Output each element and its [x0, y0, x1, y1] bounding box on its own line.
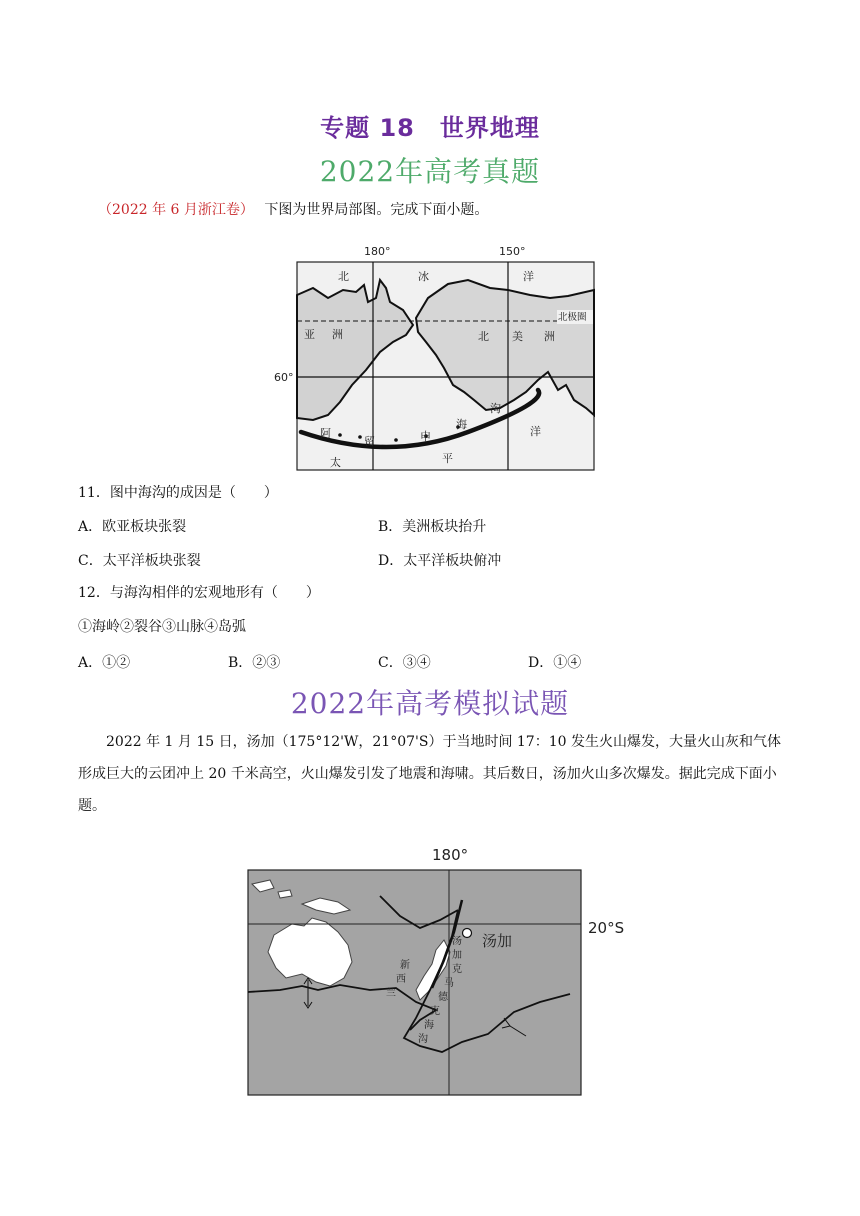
question-12-choices: ①海岭②裂谷③山脉④岛弧	[78, 619, 246, 635]
map2-lon-180-label: 180°	[432, 846, 469, 864]
map1-label-arctic-1: 北	[338, 270, 349, 283]
map1-label-trench-3: 申	[420, 430, 431, 443]
map-tonga-kermadec	[240, 840, 640, 1100]
question-intro	[98, 200, 488, 220]
map2-trench-char-6: 克	[430, 1006, 440, 1017]
map1-label-pacific-2: 平	[442, 452, 453, 465]
map1-label-arctic-circle: 北极圈	[558, 312, 587, 323]
map1-label-pacific-1: 太	[330, 456, 341, 469]
map1-label-asia-1: 亚	[304, 328, 315, 341]
tonga-paragraph: 2022 年 1 月 15 日，汤加（175°12'W，21°07'S）于当地时间 17：10 发生火山爆发，大量火山灰和气体形成巨大的云团冲上 20 千米高空，火山爆发引发了地震和海啸。其后数日，汤加火山多次爆发。据此完成下面小题。	[78, 734, 781, 814]
map1-label-trench-5: 沟	[490, 402, 501, 415]
map2-trench-char-5: 德	[438, 992, 448, 1003]
map2-tonga-label: 汤加	[482, 932, 513, 950]
map2-frame	[248, 870, 581, 1095]
map-aleutian-trench	[268, 240, 598, 475]
intro-text: 下图为世界局部图。完成下面小题。	[264, 202, 489, 218]
map2-trench-char-4: 马	[444, 978, 454, 989]
map2-nz-label-2: 西	[396, 974, 406, 985]
map1-label-na-2: 美	[512, 330, 523, 343]
map2-lat-20s-label: 20°S	[588, 919, 625, 937]
q12-option-b: B．②③	[228, 655, 281, 671]
section-heading-mock-exam: 2022年高考模拟试题	[290, 687, 570, 720]
map1-label-trench-4: 海	[456, 418, 467, 431]
map2-trench-char-1: 汤	[452, 936, 462, 947]
map1-lat-60-label: 60°	[274, 371, 294, 384]
map1-lon-180-label: 180°	[364, 245, 391, 258]
map2-trench-char-3: 克	[452, 964, 462, 975]
map1-label-trench-1: 阿	[320, 427, 331, 440]
map2-nz-label-3: 兰	[386, 988, 396, 999]
map1-label-na-3: 洲	[544, 330, 555, 343]
map1-label-trench-2: 留	[364, 435, 375, 448]
q11-option-d: D．太平洋板块俯冲	[378, 553, 502, 569]
question-12-stem: 12．与海沟相伴的宏观地形有（ ）	[78, 585, 320, 601]
page-title: 专题 18 世界地理	[320, 114, 540, 142]
map1-label-arctic-3: 洋	[523, 270, 534, 283]
q11-option-b: B．美洲板块抬升	[378, 519, 487, 535]
question-11-stem: 11．图中海沟的成因是（ ）	[78, 485, 278, 501]
q12-option-c: C．③④	[378, 655, 431, 671]
map2-trench-char-7: 海	[424, 1020, 434, 1031]
map2-trench-char-2: 加	[452, 950, 462, 961]
q12-option-d: D．①④	[528, 655, 582, 671]
map2-nz-label-1: 新	[400, 960, 410, 971]
exam-source-tag: （2022 年 6 月浙江卷）	[98, 202, 254, 218]
map1-label-na-1: 北	[478, 330, 489, 343]
q11-option-c: C．太平洋板块张裂	[78, 553, 201, 569]
map2-tonga-marker	[463, 929, 472, 938]
map1-lon-150-label: 150°	[499, 245, 526, 258]
q11-option-a: A．欧亚板块张裂	[78, 519, 187, 535]
map1-label-arctic-2: 冰	[418, 270, 429, 283]
map2-trench-char-8: 沟	[418, 1034, 428, 1045]
map1-label-asia-2: 洲	[332, 328, 343, 341]
map1-label-pacific-3: 洋	[530, 425, 541, 438]
q12-option-a: A．①②	[78, 655, 131, 671]
section-heading-real-exam: 2022年高考真题	[319, 155, 541, 188]
